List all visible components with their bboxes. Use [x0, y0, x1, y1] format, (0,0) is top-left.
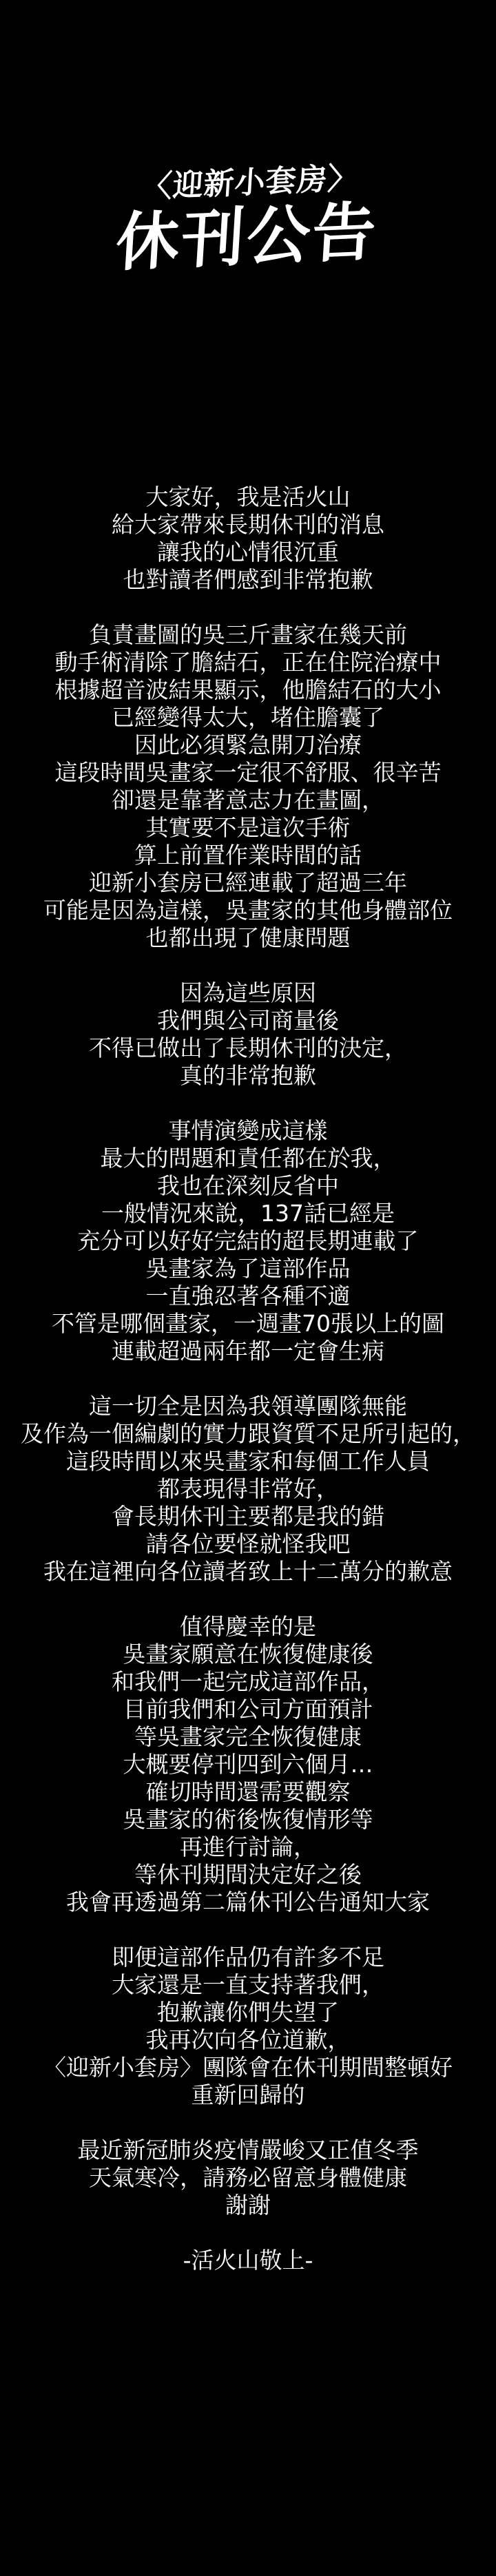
- body-line: 我會再透過第二篇休刊公告通知大家: [66, 1889, 430, 1916]
- body-line: 值得慶幸的是: [180, 1613, 316, 1641]
- paragraph: [0, 484, 496, 594]
- body-line: 請各位要怪就怪我吧: [145, 1530, 351, 1558]
- body-line: 不管是哪個畫家，一週畫70張以上的圖: [52, 1310, 444, 1338]
- body-line: 大概要停刊四到六個月…: [123, 1751, 373, 1778]
- body-line: 也都出現了健康問題: [145, 924, 351, 952]
- body-line: 可能是因為這樣，吳畫家的其他身體部位: [43, 897, 453, 924]
- paragraph: [0, 979, 496, 1090]
- body-line: 其實要不是這次手術: [145, 814, 351, 842]
- body-line: 都表現得非常好，: [157, 1475, 339, 1503]
- body-line: 卻還是靠著意志力在畫圖，: [112, 787, 384, 814]
- body-line: 最近新冠肺炎疫情嚴峻又正值冬季: [77, 2137, 419, 2164]
- series-title: 〈迎新小套房〉: [141, 160, 360, 205]
- body-line: 這段時間以來吳畫家和每個工作人員: [66, 1448, 430, 1475]
- body-line: 天氣寒冷，請務必留意身體健康: [89, 2164, 407, 2192]
- body-line: 及作為一個編劇的實力跟資質不足所引起的，: [21, 1420, 475, 1448]
- body-line: 會長期休刊主要都是我的錯: [112, 1503, 384, 1530]
- paragraph: [0, 2137, 496, 2219]
- paragraph: [0, 621, 496, 952]
- body-line: 我也在深刻反省中: [157, 1172, 339, 1200]
- paragraph: [0, 1393, 496, 1586]
- page-title: 休刊公告: [114, 194, 380, 280]
- body-line: 已經變得太大，堵住膽囊了: [112, 704, 384, 731]
- body-line: 連載超過兩年都一定會生病: [112, 1338, 384, 1365]
- signature: [0, 2247, 496, 2274]
- announcement-body: [0, 273, 496, 2274]
- paragraph: [0, 1117, 496, 1365]
- body-line: 負責畫圖的吳三斤畫家在幾天前: [89, 621, 407, 649]
- body-line: 最大的問題和責任都在於我，: [100, 1145, 396, 1172]
- body-line: 吳畫家的術後恢復情形等: [123, 1806, 373, 1834]
- body-line: 一般情況來說，137話已經是: [101, 1200, 395, 1227]
- announcement-header: [0, 0, 496, 280]
- body-line: 我再次向各位道歉，: [145, 2026, 351, 2054]
- body-line: 吳畫家為了這部作品: [145, 1255, 351, 1282]
- body-line: 〈迎新小套房〉團隊會在休刊期間整頓好: [43, 2054, 453, 2081]
- body-line: 和我們一起完成這部作品，: [112, 1668, 384, 1696]
- body-line: 迎新小套房已經連載了超過三年: [89, 869, 407, 897]
- body-line: 算上前置作業時間的話: [134, 842, 362, 869]
- body-line: 真的非常抱歉: [180, 1062, 316, 1090]
- body-line: 謝謝: [225, 2192, 271, 2219]
- body-line: 一直強忍著各種不適: [145, 1282, 351, 1310]
- body-line: 重新回歸的: [191, 2081, 305, 2109]
- body-line: 再進行討論，: [180, 1834, 316, 1861]
- body-line: 動手術清除了膽結石，正在住院治療中: [54, 649, 442, 676]
- body-line: 大家還是一直支持著我們，: [112, 1971, 384, 1999]
- body-line: 即便這部作品仍有許多不足: [112, 1944, 384, 1971]
- body-line: 抱歉讓你們失望了: [157, 1999, 339, 2026]
- body-line: 因此必須緊急開刀治療: [134, 731, 362, 759]
- body-line: 也對讀者們感到非常抱歉: [123, 566, 373, 594]
- body-line: 根據超音波結果顯示，他膽結石的大小: [54, 676, 442, 704]
- body-line: -活火山敬上-: [183, 2247, 313, 2274]
- body-line: 我們與公司商量後: [157, 1007, 339, 1035]
- body-line: 給大家帶來長期休刊的消息: [112, 511, 384, 539]
- paragraph: [0, 1613, 496, 1916]
- body-line: 這段時間吳畫家一定很不舒服、很辛苦: [54, 759, 442, 787]
- body-line: 事情演變成這樣: [168, 1117, 328, 1145]
- body-line: 讓我的心情很沉重: [157, 539, 339, 566]
- body-line: 因為這些原因: [180, 979, 316, 1007]
- body-line: 這一切全是因為我領導團隊無能: [89, 1393, 407, 1420]
- body-line: 大家好，我是活火山: [145, 484, 351, 511]
- paragraph: [0, 1944, 496, 2109]
- body-line: 等休刊期間決定好之後: [134, 1861, 362, 1889]
- body-line: 確切時間還需要觀察: [145, 1778, 351, 1806]
- body-line: 吳畫家願意在恢復健康後: [123, 1641, 373, 1668]
- body-line: 等吳畫家完全恢復健康: [134, 1723, 362, 1751]
- body-line: 我在這裡向各位讀者致上十二萬分的歉意: [43, 1558, 453, 1586]
- body-line: 充分可以好好完結的超長期連載了: [77, 1227, 419, 1255]
- body-line: 不得已做出了長期休刊的決定，: [89, 1035, 407, 1062]
- announcement-title-group: [114, 158, 382, 278]
- body-line: 目前我們和公司方面預計: [123, 1696, 373, 1723]
